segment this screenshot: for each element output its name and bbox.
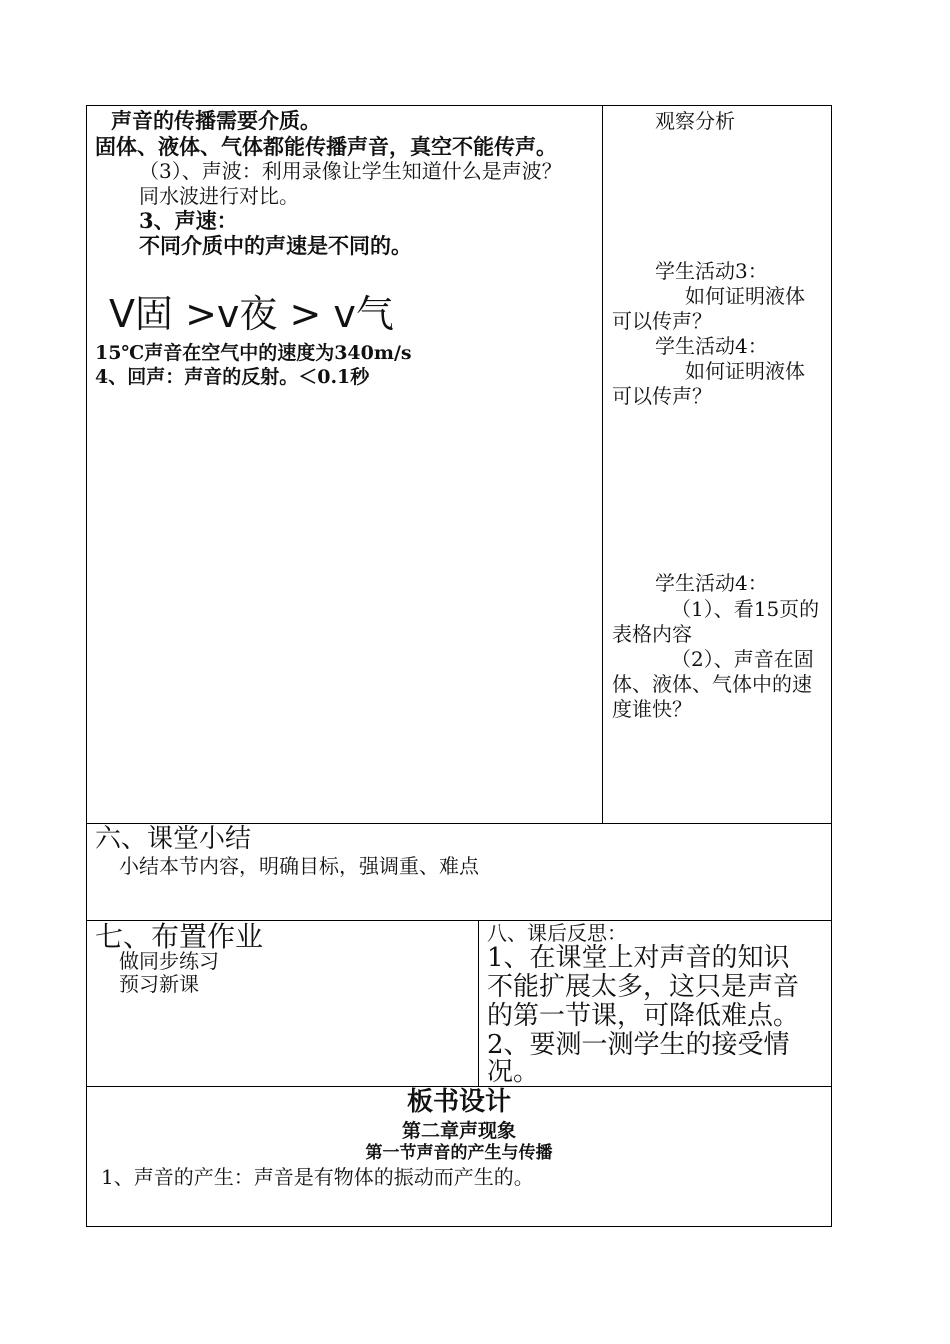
- text-line: 1、在课堂上对声音的知识: [487, 943, 790, 973]
- text-line: 度谁快？: [612, 697, 692, 721]
- text-line: 同水波进行对比。: [139, 184, 299, 208]
- text-line: 2、要测一测学生的接受情: [487, 1030, 790, 1060]
- content-cell-left: [86, 105, 603, 824]
- text-line: 可以传声？: [612, 384, 712, 408]
- text-line: 不同介质中的声速是不同的。: [139, 233, 412, 258]
- text-line: 4、回声：声音的反射。＜0.1秒: [95, 366, 370, 388]
- text-line: （3）、声波：利用录像让学生知道什么是声波？: [139, 159, 562, 183]
- text-line: 如何证明液体: [685, 359, 805, 383]
- section-subtitle: 第一节声音的产生与传播: [365, 1143, 553, 1163]
- reflection-cell: [478, 920, 832, 1087]
- activity-title: 学生活动3：: [655, 259, 768, 283]
- text-line: 况。: [487, 1057, 540, 1087]
- text-line: 小结本节内容，明确目标，强调重、难点: [119, 854, 479, 878]
- text-line: 体、液体、气体中的速: [612, 672, 812, 696]
- speed-formula: V固 >v夜 > v气: [109, 292, 394, 336]
- content-cell-right: [602, 105, 832, 824]
- chapter-title: 第二章声现象: [401, 1120, 516, 1142]
- activity-title: 学生活动4：: [655, 334, 768, 358]
- text-line: （2）、声音在固: [671, 647, 814, 671]
- text-line: 3、声速：: [139, 208, 238, 233]
- text-line: 如何证明液体: [685, 284, 805, 308]
- homework-cell: [86, 920, 479, 1087]
- text-line: 的第一节课，可降低难点。: [487, 1001, 800, 1031]
- text-line: 观察分析: [655, 109, 735, 133]
- section-title: 六、课堂小结: [95, 824, 252, 854]
- text-line: 15℃声音在空气中的速度为340m/s: [95, 342, 412, 364]
- text-line: 可以传声？: [612, 309, 712, 333]
- text-line: 做同步练习: [119, 949, 219, 973]
- text-line: （1）、看15页的: [671, 597, 820, 621]
- text-line: 固体、液体、气体都能传播声音，真空不能传声。: [95, 134, 557, 159]
- summary-cell: [86, 823, 832, 921]
- text-line: 不能扩展太多，这只是声音: [487, 972, 800, 1002]
- board-title: 板书设计: [406, 1087, 511, 1117]
- board-design-cell: [86, 1086, 832, 1227]
- section-title: 八、课后反思：: [487, 921, 627, 945]
- text-line: 表格内容: [612, 622, 692, 646]
- text-line: 声音的传播需要介质。: [111, 108, 321, 133]
- section-title: 七、布置作业: [95, 920, 264, 953]
- activity-title: 学生活动4：: [655, 571, 768, 595]
- text-line: 预习新课: [119, 972, 199, 996]
- text-line: 1、声音的产生：声音是有物体的振动而产生的。: [101, 1165, 534, 1189]
